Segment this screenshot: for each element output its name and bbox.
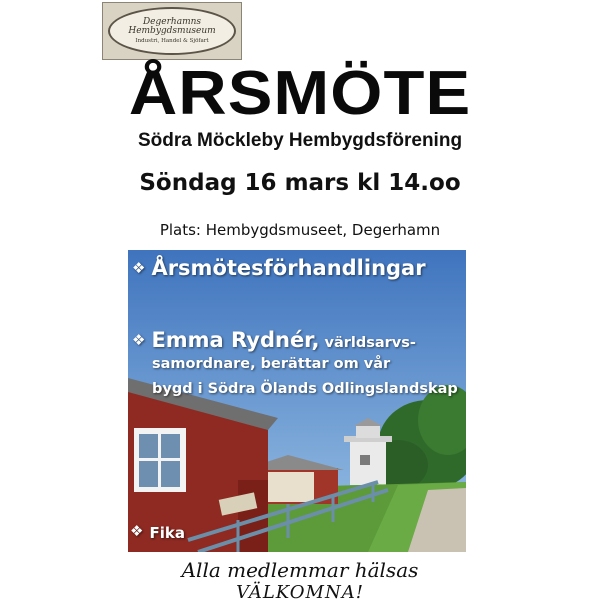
speaker-description-line-2: bygd i Södra Ölands Odlingslandskap [152,381,458,397]
closing-welcome: VÄLKOMNA! [236,582,364,600]
speaker-role: världsarvs- [319,335,416,351]
logo-line-3: Industri, Handel & Sjöfart [135,37,209,44]
museum-photo [128,250,466,552]
closing-greeting: Alla medlemmar hälsas [181,558,419,582]
event-venue: Plats: Hembygdsmuseet, Degerhamn [159,221,441,239]
diamond-bullet-icon: ❖ [130,522,144,540]
logo-oval [108,7,236,55]
poster-title: ÅRSMÖTE [128,59,472,128]
agenda-item-fika [130,522,185,542]
diamond-bullet-icon: ❖ [132,331,146,349]
logo-line-2: Hembygdsmuseum [128,26,216,37]
museum-logo [102,2,242,60]
agenda-item-meeting-label: Årsmötesförhandlingar [151,256,426,280]
event-date: Söndag 16 mars kl 14.oo [139,170,461,196]
agenda-item-fika-label: Fika [149,524,185,542]
organization-name: Södra Möckleby Hembygdsförening [137,130,463,151]
agenda-item-speaker [132,328,466,402]
speaker-description-line-1: samordnare, berättar om vår [152,356,391,372]
diamond-bullet-icon: ❖ [132,259,146,277]
logo-line-1: Degerhamns [142,16,202,27]
agenda-item-meeting [132,256,426,280]
speaker-name: Emma Rydnér, [151,328,320,352]
